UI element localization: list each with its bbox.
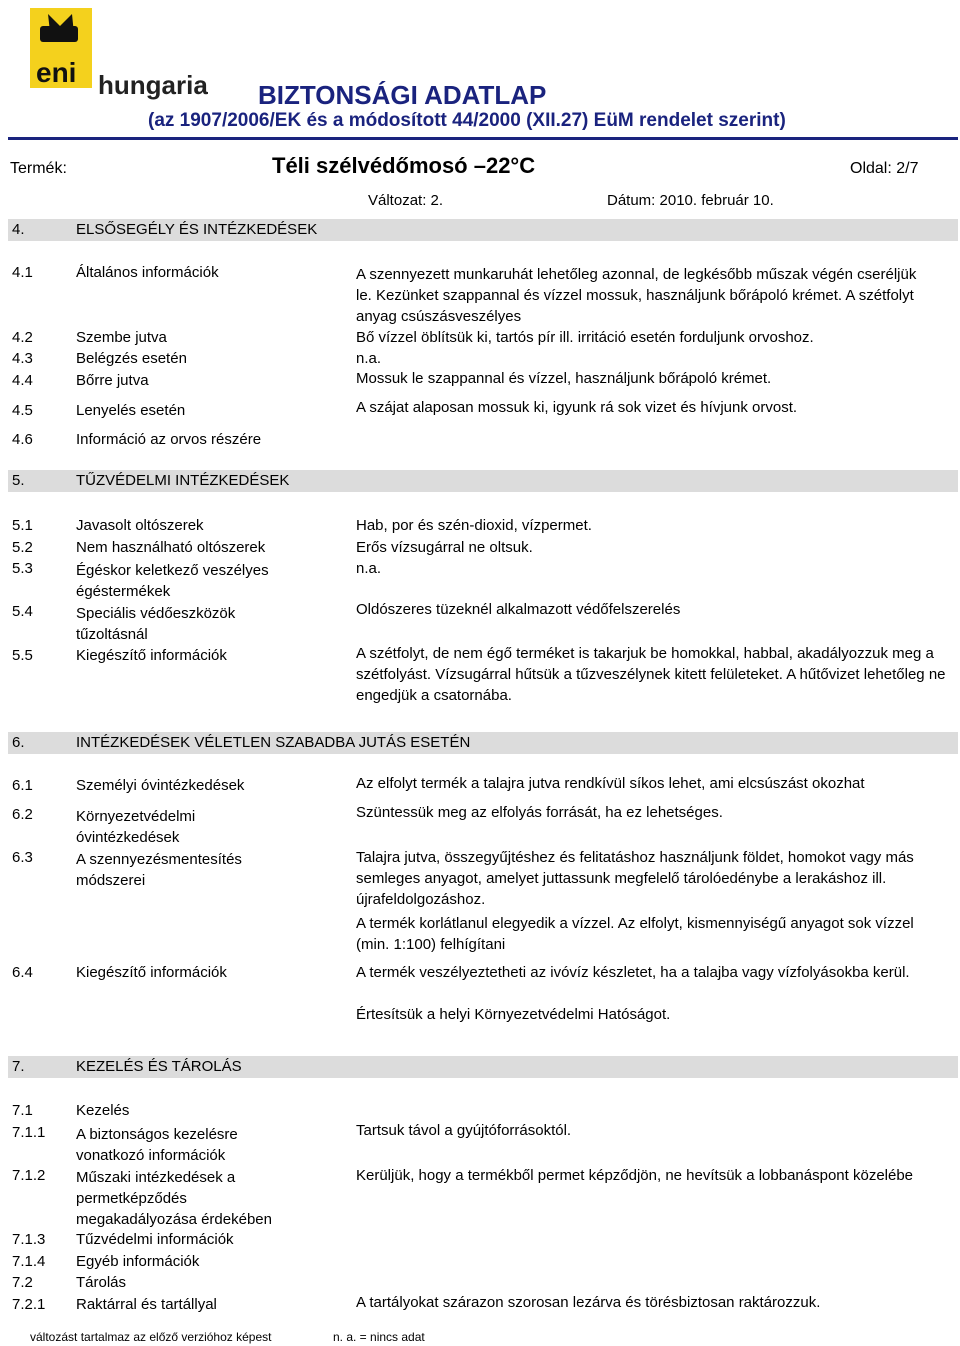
row-value: Erős vízsugárral ne oltsuk. xyxy=(356,539,533,556)
row-label: Egyéb információk xyxy=(76,1253,200,1270)
row-label: Speciális védőeszközök tűzoltásnál xyxy=(76,605,236,643)
row-value: n.a. xyxy=(356,350,382,367)
row-label: Információ az orvos részére xyxy=(76,431,262,448)
row-number: 5.1 xyxy=(12,517,33,534)
eni-logo-icon xyxy=(28,6,208,102)
section-number: 5. xyxy=(12,472,25,489)
row-value: n.a. xyxy=(356,560,382,577)
row-number: 6.1 xyxy=(12,777,33,794)
section-title: KEZELÉS ÉS TÁROLÁS xyxy=(76,1058,242,1075)
row-label: Kezelés xyxy=(76,1102,130,1119)
row-value: Szüntessük meg az elfolyás forrását, ha ez lehetséges. xyxy=(356,804,723,821)
date: Dátum: 2010. február 10. xyxy=(607,192,774,209)
row-label: Kiegészítő információk xyxy=(76,647,227,664)
product-label: Termék: xyxy=(10,160,67,177)
product-name: Téli szélvédőmosó –22°C xyxy=(272,153,536,178)
row-label: Égéskor keletkező veszélyes égéstermékek xyxy=(76,562,269,600)
row-number: 5.2 xyxy=(12,539,33,556)
row-value: A szétfolyt, de nem égő terméket is takarjuk be homokkal, habbal, akadályozzuk meg a szétfolyást. Vízsugárral hűtsük a tűzveszélynek kitett felületeket. A hűtővizet lehetőleg ne engedjük a csatornába. xyxy=(356,645,946,704)
row-label: Javasolt oltószerek xyxy=(76,517,204,534)
row-number: 6.4 xyxy=(12,964,33,981)
row-value: Hab, por és szén-dioxid, vízpermet. xyxy=(356,517,592,534)
row-number: 7.1 xyxy=(12,1102,33,1119)
row-value: A szennyezett munkaruhát lehetőleg azonnal, de legkésőbb műszak végén cseréljük le. Kezünket szappannal és vízzel mossuk, használjunk bőrápoló krémet. A szétfolyt anyag csúszásveszélyes xyxy=(356,266,917,325)
row-value: A szájat alaposan mossuk ki, igyunk rá sok vizet és hívjunk orvost. xyxy=(356,399,798,416)
row-label: Tűzvédelmi információk xyxy=(76,1231,234,1248)
section-title: INTÉZKEDÉSEK VÉLETLEN SZABADBA JUTÁS ESETÉN xyxy=(76,734,471,751)
section-4-header xyxy=(8,219,958,241)
row-number: 6.3 xyxy=(12,849,33,866)
row-number: 5.4 xyxy=(12,603,33,620)
section-7-header xyxy=(8,1056,958,1078)
row-value: Tartsuk távol a gyújtóforrásoktól. xyxy=(356,1122,572,1139)
row-number: 4.4 xyxy=(12,372,33,389)
footer-note: változást tartalmaz az előző verzióhoz képest xyxy=(30,1330,272,1344)
row-number: 7.2 xyxy=(12,1274,33,1291)
section-5-header xyxy=(8,470,958,492)
row-number: 4.6 xyxy=(12,431,33,448)
svg-text:eni: eni xyxy=(36,57,77,88)
row-number: 5.3 xyxy=(12,560,33,577)
row-number: 4.5 xyxy=(12,402,33,419)
row-label: Belégzés esetén xyxy=(76,350,187,367)
row-value: A tartályokat szárazon szorosan lezárva és törésbiztosan raktározzuk. xyxy=(356,1294,821,1311)
row-number: 7.1.3 xyxy=(12,1231,46,1248)
footer-legend: n. a. = nincs adat xyxy=(333,1330,425,1344)
row-number: 4.3 xyxy=(12,350,33,367)
row-label: Tárolás xyxy=(76,1274,127,1291)
row-number: 5.5 xyxy=(12,647,33,664)
row-value-secondary: Értesítsük a helyi Környezetvédelmi Hatóságot. xyxy=(356,1006,671,1023)
row-number: 7.1.1 xyxy=(12,1124,46,1141)
row-label: Környezetvédelmi óvintézkedések xyxy=(76,808,196,846)
row-label: Bőrre jutva xyxy=(76,372,149,389)
row-label: Szembe jutva xyxy=(76,329,167,346)
section-number: 4. xyxy=(12,221,25,238)
document-title: BIZTONSÁGI ADATLAP xyxy=(258,80,547,110)
row-label: A szennyezésmentesítés módszerei xyxy=(76,851,242,889)
row-value: Kerüljük, hogy a termékből permet képződjön, ne hevítsük a lobbanáspont közelébe xyxy=(356,1167,914,1184)
section-title: ELSŐSEGÉLY ÉS INTÉZKEDÉSEK xyxy=(76,221,318,238)
svg-text:hungaria: hungaria xyxy=(98,70,208,100)
row-number: 6.2 xyxy=(12,806,33,823)
row-value: Mossuk le szappannal és vízzel, használjunk bőrápoló krémet. xyxy=(356,370,772,387)
section-6-header xyxy=(8,732,958,754)
document-subtitle: (az 1907/2006/EK és a módosított 44/2000 (XII.27) EüM rendelet szerint) xyxy=(148,110,786,131)
eni-hungaria-logo xyxy=(28,6,208,102)
row-label: Raktárral és tartállyal xyxy=(76,1296,217,1313)
row-value-secondary: A termék korlátlanul elegyedik a vízzel. Az elfolyt, kismennyiségű anyagot sok vízzel (min. 1:100) felhígítani xyxy=(356,915,914,953)
row-value: Bő vízzel öblítsük ki, tartós pír ill. irritáció esetén forduljunk orvoshoz. xyxy=(356,329,814,346)
row-value: Az elfolyt termék a talajra jutva rendkívül síkos lehet, ami elcsúszást okozhat xyxy=(356,775,865,792)
header-rule xyxy=(8,137,958,140)
section-number: 7. xyxy=(12,1058,25,1075)
row-number: 4.2 xyxy=(12,329,33,346)
row-value: A termék veszélyeztetheti az ivóvíz készletet, ha a talajba vagy vízfolyásokba kerül. xyxy=(356,964,910,981)
section-number: 6. xyxy=(12,734,25,751)
row-label: Nem használható oltószerek xyxy=(76,539,266,556)
row-value: Talajra jutva, összegyűjtéshez és felitatáshoz használjunk földet, homokot vagy más semleges anyagot, amelyet juttassunk megfelelő tárolóedénybe a lerakáshoz ill. újrafeldolgozáshoz. xyxy=(356,849,914,908)
version: Változat: 2. xyxy=(368,192,444,209)
row-value: Oldószeres tüzeknél alkalmazott védőfelszerelés xyxy=(356,601,681,618)
page-number: Oldal: 2/7 xyxy=(850,160,919,177)
row-label: A biztonságos kezelésre vonatkozó információk xyxy=(76,1126,238,1164)
row-number: 4.1 xyxy=(12,264,33,281)
row-label: Kiegészítő információk xyxy=(76,964,227,981)
row-number: 7.1.2 xyxy=(12,1167,46,1184)
section-title: TŰZVÉDELMI INTÉZKEDÉSEK xyxy=(76,472,290,489)
row-label: Személyi óvintézkedések xyxy=(76,777,245,794)
row-label: Általános információk xyxy=(76,264,219,281)
row-number: 7.2.1 xyxy=(12,1296,46,1313)
row-label: Műszaki intézkedések a permetképződés megakadályozása érdekében xyxy=(76,1169,272,1228)
row-number: 7.1.4 xyxy=(12,1253,46,1270)
row-label: Lenyelés esetén xyxy=(76,402,186,419)
